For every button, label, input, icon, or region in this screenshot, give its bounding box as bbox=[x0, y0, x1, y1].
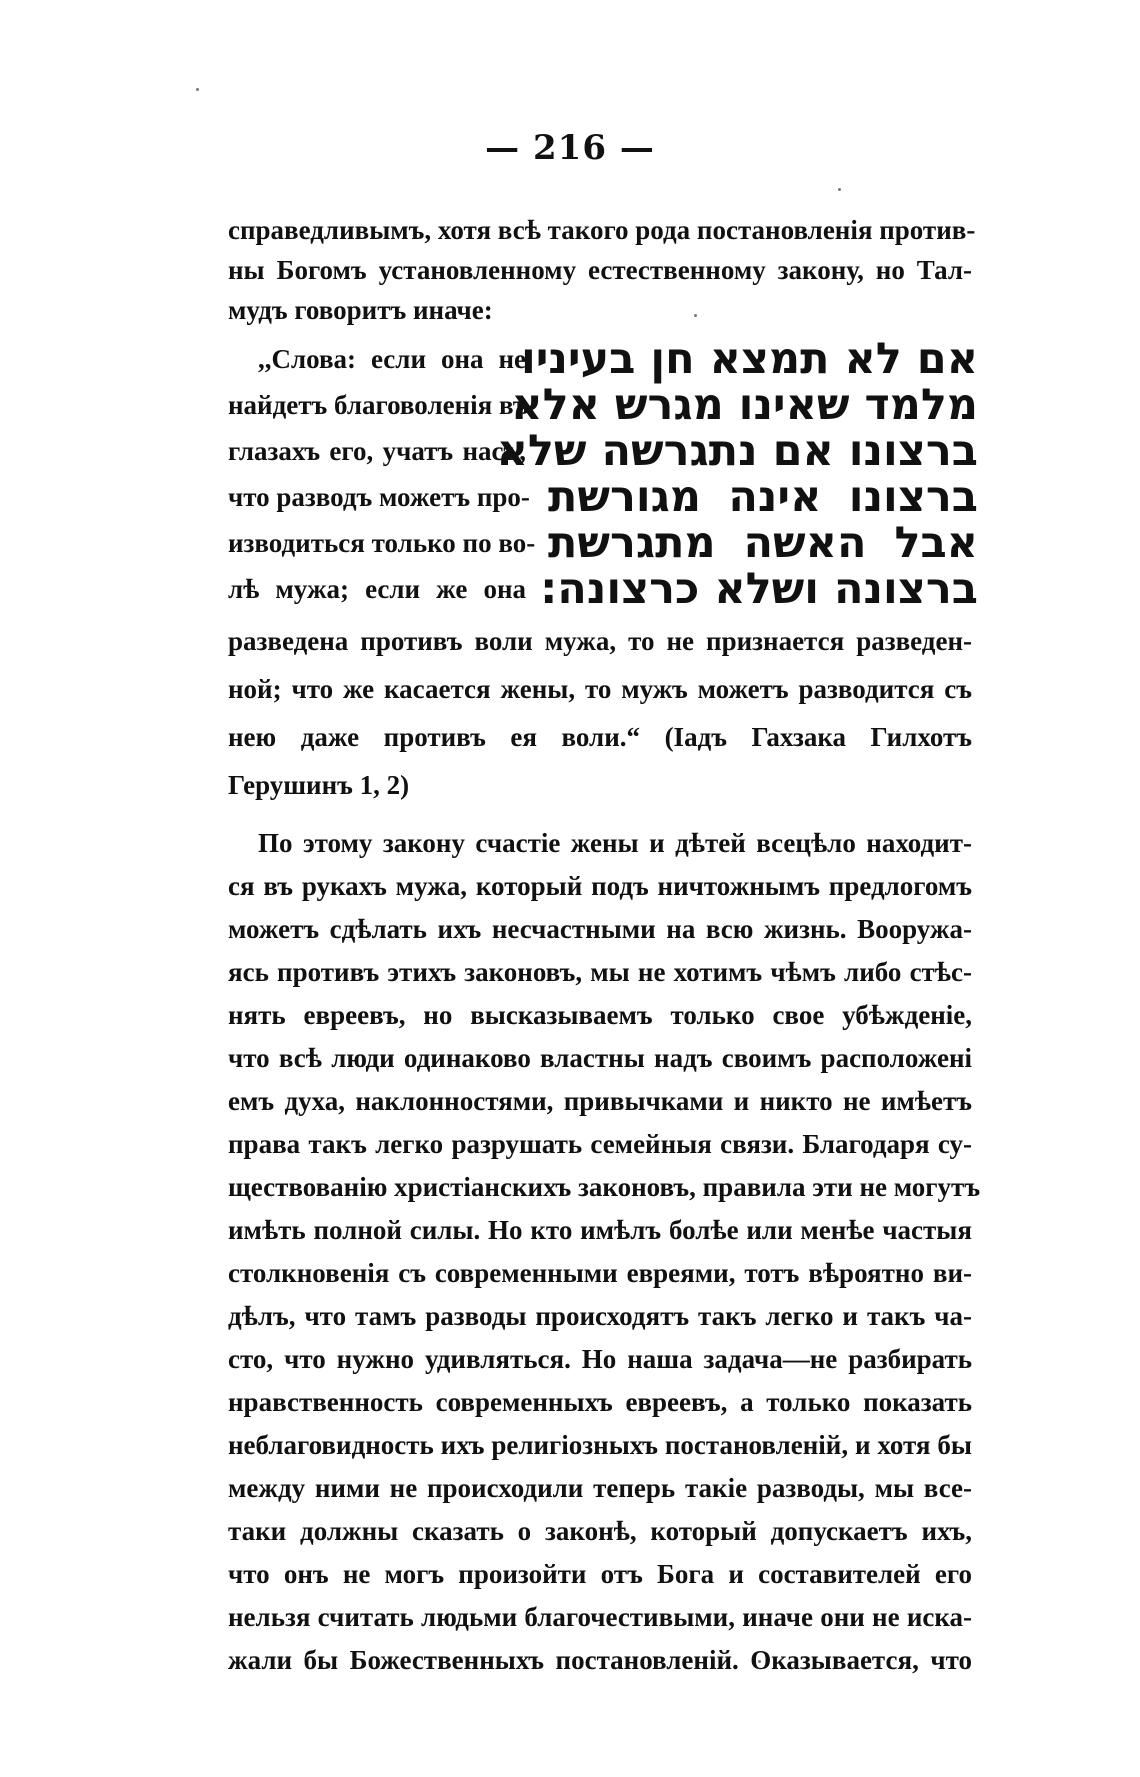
body-line-8: права такъ легко разрушать семейныя связи. Благодаря су- bbox=[228, 1129, 972, 1159]
body-line-1: По этому закону счастіе жены и дѣтей всецѣло находит- bbox=[258, 828, 972, 858]
body-line-16: между ними не происходили теперь такіе разводы, мы все- bbox=[228, 1473, 972, 1503]
quote-hebrew-line-2: מלמד שאינו מגרש אלא bbox=[511, 380, 978, 430]
body-line-19: нельзя считать людьми благочестивыми, иначе они не иска- bbox=[228, 1602, 972, 1632]
scan-speck bbox=[838, 188, 841, 191]
body-line-15: неблаговидность ихъ религіозныхъ постановленій, и хотя бы bbox=[228, 1430, 972, 1460]
body-line-11: столкновенія съ современными евреями, тотъ вѣроятно ви- bbox=[228, 1258, 972, 1288]
quote-hebrew-line-3: ברצונו אם נתגרשה שלא bbox=[496, 426, 978, 476]
scan-speck bbox=[196, 88, 199, 91]
intro-line-2: ны Богомъ установленному естественному закону, но Тал- bbox=[228, 255, 972, 285]
quote-tail-line-2: ной; что же касается жены, то мужъ можетъ разводится съ bbox=[228, 674, 972, 704]
quote-hebrew-line-1: אם לא תמצא חן בעיניו bbox=[520, 334, 978, 384]
quote-tail-line-4: Герушинъ 1, 2) bbox=[228, 770, 410, 800]
quote-russian-line-6: лѣ мужа; если же она bbox=[228, 574, 526, 604]
quote-russian-line-1: ,,Слова: если она не bbox=[258, 344, 526, 374]
intro-line-3: мудъ говоритъ иначе: bbox=[228, 295, 493, 325]
quote-russian-line-5: изводиться только по во- bbox=[228, 528, 536, 558]
quote-tail-line-1: разведена противъ воли мужа, то не признается разведен- bbox=[228, 626, 972, 656]
quote-hebrew-line-5: אבל האשה מתגרשת bbox=[548, 518, 978, 568]
quote-hebrew-line-4: ברצונו אינה מגורשת bbox=[548, 472, 978, 522]
body-line-2: ся въ рукахъ мужа, который подъ ничтожнымъ предлогомъ bbox=[228, 871, 972, 901]
quote-hebrew-line-6: ברצונה ושלא כרצונה: bbox=[540, 564, 978, 614]
body-line-9: ществованію христіанскихъ законовъ, правила эти не могутъ bbox=[228, 1172, 981, 1202]
body-line-12: дѣлъ, что тамъ разводы происходятъ такъ легко и такъ ча- bbox=[228, 1301, 972, 1331]
intro-line-1: справедливымъ, хотя всѣ такого рода постановленія против- bbox=[228, 215, 976, 245]
quote-russian-line-3: глазахъ его, учатъ насъ, bbox=[228, 436, 526, 466]
body-line-10: имѣть полной силы. Но кто имѣлъ болѣе или менѣе частыя bbox=[228, 1215, 972, 1245]
body-line-6: что всѣ люди одинаково властны надъ своимъ расположені bbox=[228, 1043, 972, 1073]
page-number: — 216 — bbox=[485, 128, 655, 168]
body-line-18: что онъ не могъ произойти отъ Бога и составителей его bbox=[228, 1559, 972, 1589]
quote-tail-line-3: нею даже противъ ея воли.“ (Іадъ Гахзака Гилхотъ bbox=[228, 722, 972, 752]
body-line-13: сто, что нужно удивляться. Но наша задача—не разбирать bbox=[228, 1344, 972, 1374]
quote-russian-line-2: найдетъ благоволенія въ bbox=[228, 390, 529, 420]
body-line-5: нять евреевъ, но высказываемъ только свое убѣжденіе, bbox=[228, 1000, 972, 1030]
body-line-7: емъ духа, наклонностями, привычками и никто не имѣетъ bbox=[228, 1086, 972, 1116]
body-line-14: нравственность современныхъ евреевъ, а только показать bbox=[228, 1387, 972, 1417]
body-line-4: ясь противъ этихъ законовъ, мы не хотимъ чѣмъ либо стѣс- bbox=[228, 957, 972, 987]
body-line-3: можетъ сдѣлать ихъ несчастными на всю жизнь. Вооружа- bbox=[228, 914, 972, 944]
quote-russian-line-4: что разводъ можетъ про- bbox=[228, 482, 530, 512]
body-line-17: таки должны сказать о законѣ, который допускаетъ ихъ, bbox=[228, 1516, 972, 1546]
body-line-20: жали бы Божественныхъ постановленій. Оказывается, что bbox=[228, 1645, 972, 1675]
